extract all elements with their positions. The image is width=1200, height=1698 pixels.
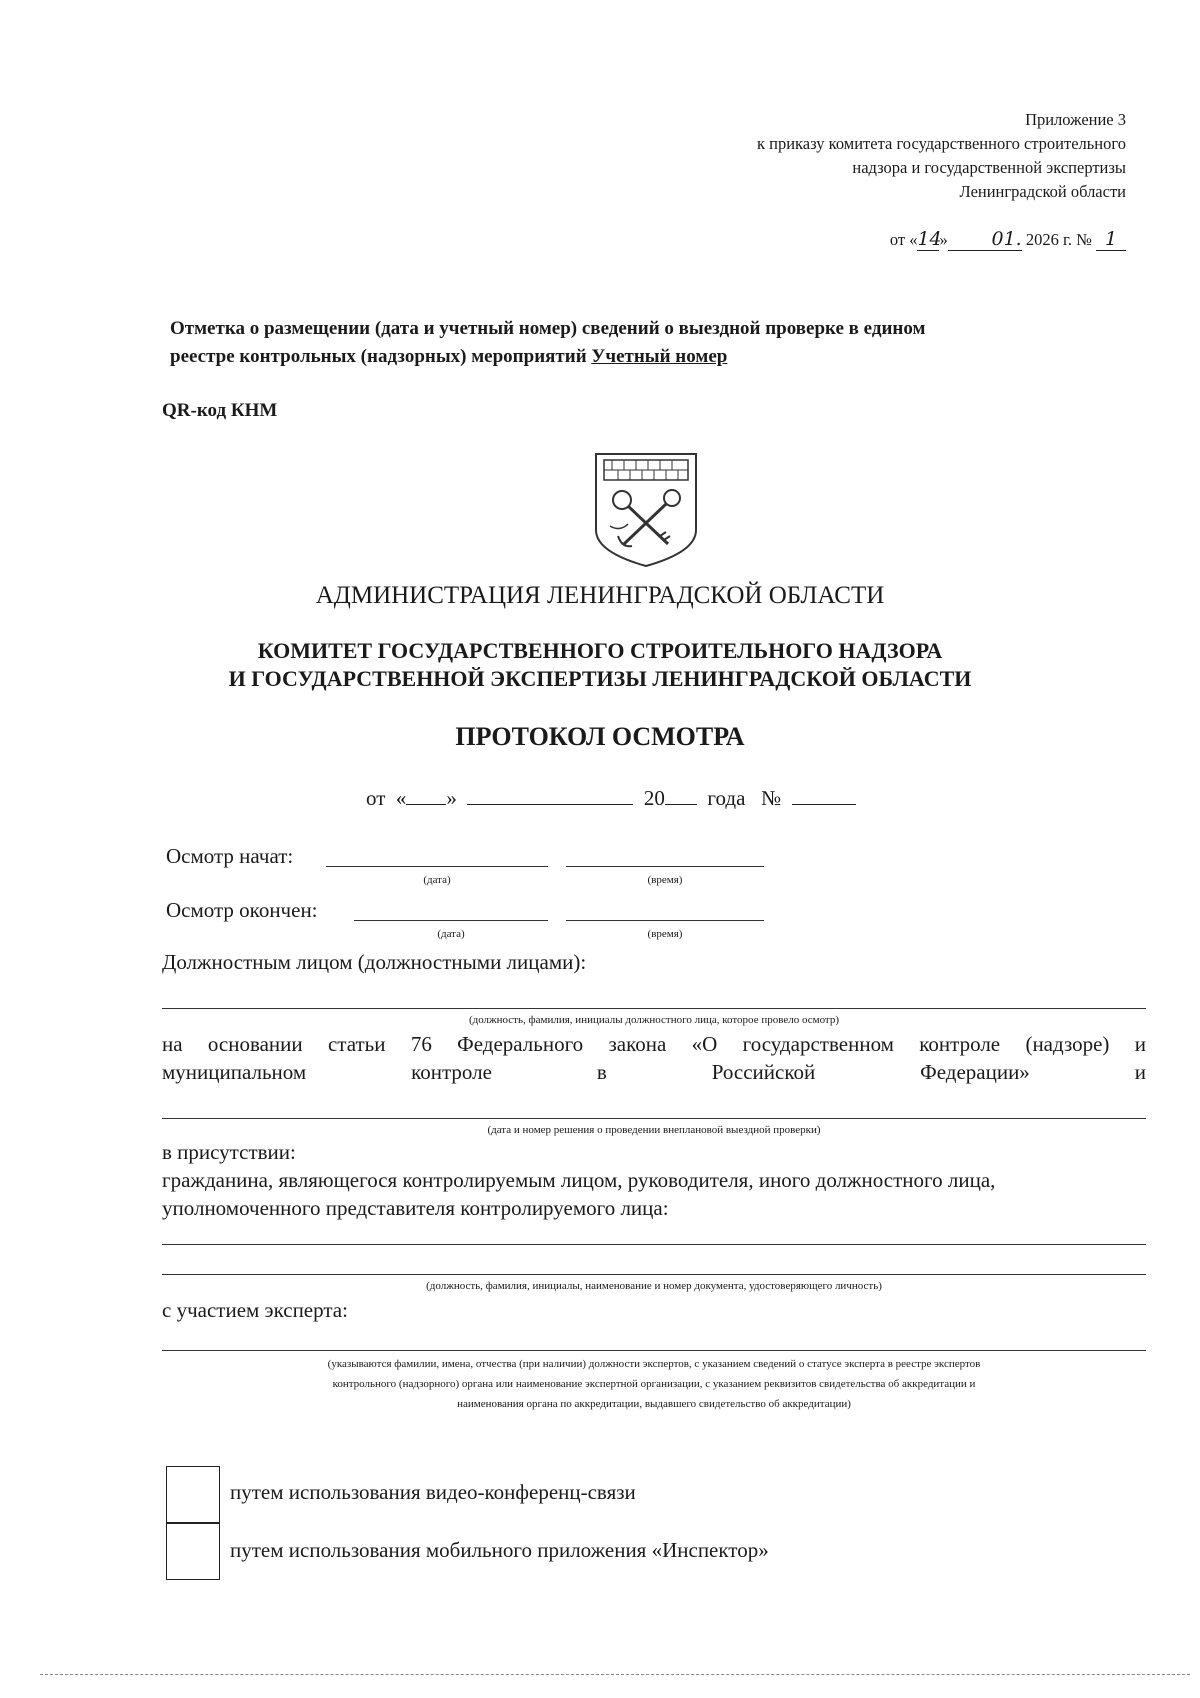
video-conference-checkbox[interactable] <box>166 1466 220 1524</box>
basis-line-2 <box>162 1060 1146 1085</box>
ended-date-field[interactable] <box>354 920 548 921</box>
basis-field[interactable] <box>162 1118 1146 1119</box>
page-bottom-edge <box>40 1674 1190 1675</box>
started-date-field[interactable] <box>326 866 548 867</box>
official-caption: (должность, фамилия, инициалы должностного лица, которое провело осмотр) <box>468 1014 840 1026</box>
committee-line-1: КОМИТЕТ ГОСУДАРСТВЕННОГО СТРОИТЕЛЬНОГО НАДЗОРА <box>257 638 943 663</box>
appendix-line-4: Ленинградской области <box>959 182 1126 201</box>
started-time-field[interactable] <box>566 866 764 867</box>
basis-word: контроле <box>411 1060 492 1084</box>
protocol-date-line <box>366 784 856 811</box>
started-label: Осмотр начат: <box>166 844 294 868</box>
presence-field-1[interactable] <box>162 1244 1146 1245</box>
expert-label: с участием эксперта: <box>162 1298 348 1322</box>
coat-of-arms-emblem <box>592 452 700 568</box>
qr-label: QR-код КНМ <box>162 400 278 421</box>
day-field[interactable] <box>406 784 446 805</box>
official-field[interactable] <box>162 1008 1146 1009</box>
official-label: Должностным лицом (должностными лицами): <box>162 950 587 974</box>
order-day: 14 <box>917 228 942 250</box>
year-prefix: 20 <box>643 786 665 810</box>
protocol-title: ПРОТОКОЛ ОСМОТРА <box>455 722 745 751</box>
basis-caption: (дата и номер решения о проведении внеплановой выездной проверки) <box>487 1124 821 1136</box>
expert-caption-3: наименования органа по аккредитации, выдавшего свидетельство об аккредитации) <box>457 1398 851 1410</box>
video-conference-label: путем использования видео-конференц-связи <box>230 1480 636 1504</box>
order-mid: » <box>939 230 948 249</box>
administration-title: АДМИНИСТРАЦИЯ ЛЕНИНГРАДСКОЙ ОБЛАСТИ <box>315 582 885 609</box>
month-field[interactable] <box>467 784 633 805</box>
ended-time-field[interactable] <box>566 920 764 921</box>
expert-caption-2: контрольного (надзорного) органа или наименование экспертной организации, с указанием реквизитов свидетельства об аккредитации и <box>332 1378 976 1390</box>
year-word: года <box>707 786 746 810</box>
expert-field[interactable] <box>162 1350 1146 1351</box>
basis-line-1: на основании статьи 76 Федерального закона «О государственном контроле (надзоре) и <box>162 1032 1146 1056</box>
ended-label: Осмотр окончен: <box>166 898 318 922</box>
order-number: 1 <box>1096 228 1126 251</box>
appendix-line-2: к приказу комитета государственного строительного <box>756 134 1126 153</box>
basis-word: муниципальном <box>162 1060 307 1084</box>
inspector-app-label: путем использования мобильного приложения «Инспектор» <box>230 1538 769 1562</box>
inspector-app-checkbox[interactable] <box>166 1522 220 1580</box>
order-date-line <box>890 228 1126 251</box>
order-month: 01. <box>948 228 1022 251</box>
presence-line-1: гражданина, являющегося контролируемым лицом, руководителя, иного должностного лица, <box>162 1168 996 1192</box>
basis-word: Федерации» <box>920 1060 1030 1084</box>
expert-caption-1: (указываются фамилии, имена, отчества (при наличии) должности экспертов, с указанием сведений о статусе эксперта в реестре экспертов <box>327 1358 981 1370</box>
ended-time-caption: (время) <box>647 928 683 940</box>
started-date-caption: (дата) <box>423 874 451 886</box>
presence-field-2[interactable] <box>162 1274 1146 1275</box>
started-time-caption: (время) <box>647 874 683 886</box>
basis-word: в <box>596 1060 607 1084</box>
registry-line-1: Отметка о размещении (дата и учетный номер) сведений о выездной проверке в едином <box>170 318 926 339</box>
registry-text: реестре контрольных (надзорных) мероприятий <box>170 346 587 367</box>
basis-word: и <box>1134 1060 1146 1084</box>
date-lq: « <box>395 786 407 810</box>
registry-line-2 <box>170 346 727 368</box>
appendix-line-3: надзора и государственной экспертизы <box>852 158 1126 177</box>
date-from: от <box>366 786 386 810</box>
registry-number-link[interactable]: Учетный номер <box>591 346 728 367</box>
protocol-number-field[interactable] <box>792 784 856 805</box>
ended-date-caption: (дата) <box>437 928 465 940</box>
presence-line-2: уполномоченного представителя контролируемого лица: <box>162 1196 669 1220</box>
committee-line-2: И ГОСУДАРСТВЕННОЙ ЭКСПЕРТИЗЫ ЛЕНИНГРАДСКОЙ ОБЛАСТИ <box>228 666 972 691</box>
presence-label: в присутствии: <box>162 1140 296 1164</box>
order-prefix: от « <box>889 230 918 249</box>
year-field[interactable] <box>665 784 697 805</box>
appendix-line-1: Приложение 3 <box>1025 110 1126 129</box>
basis-word: Российской <box>711 1060 816 1084</box>
presence-caption: (должность, фамилия, инициалы, наименование и номер документа, удостоверяющего личность) <box>426 1280 882 1292</box>
order-year: 2026 г. № <box>1025 230 1092 249</box>
number-sign: № <box>761 786 782 810</box>
date-rq: » <box>446 786 457 810</box>
